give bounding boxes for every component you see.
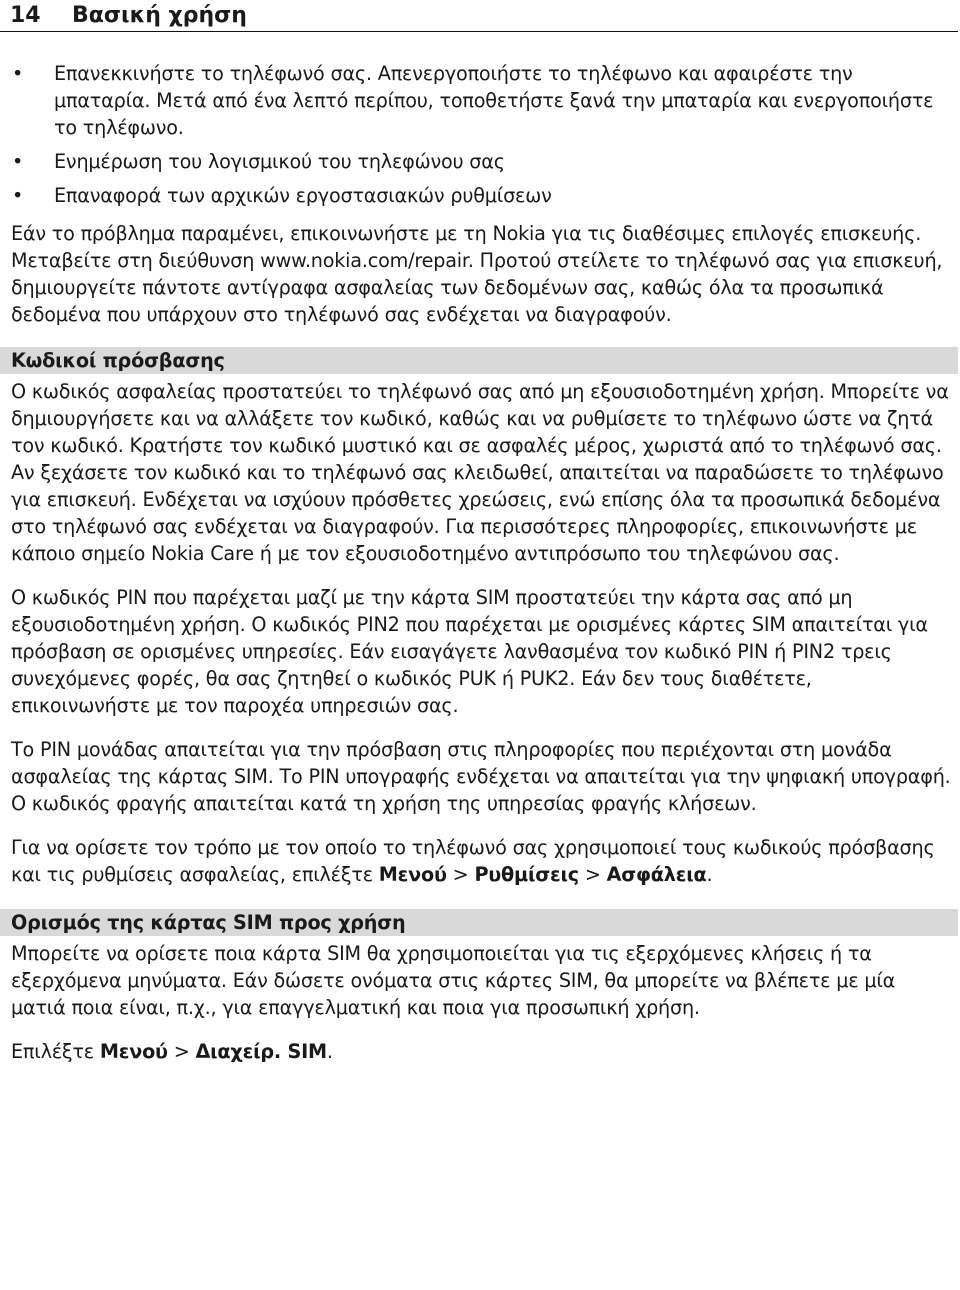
bullet-icon: •	[12, 62, 24, 85]
menu-path-security: Ασφάλεια	[606, 863, 707, 886]
list-item	[11, 148, 951, 175]
menu-path-menu: Μενού	[378, 863, 447, 886]
section-heading-access-codes: Κωδικοί πρόσβασης	[0, 347, 958, 374]
list-item-text: Επαναφορά των αρχικών εργοστασιακών ρυθμίσεων	[54, 184, 552, 207]
sentence-end: .	[706, 863, 713, 886]
list-item	[11, 60, 951, 141]
section-heading-sim: Ορισμός της κάρτας SIM προς χρήση	[0, 909, 958, 936]
page-header	[0, 0, 958, 32]
menu-path-settings: Ρυθμίσεις	[474, 863, 579, 886]
pin-code-paragraph: Ο κωδικός PIN που παρέχεται μαζί με την κάρτα SIM προστατεύει την κάρτα σας από μη εξουσιοδοτημένη χρήση. Ο κωδικός PIN2 που παρέχεται με ορισμένες κάρτες SIM απαιτείται για πρόσβαση σε ορισμένες υπηρεσίες. Εάν εισαγάγετε λανθασμένα τον κωδικό PIN ή PIN2 τρεις συνεχόμενες φορές, θα σας ζητηθεί ο κωδικός PUK ή PUK2. Εάν δεν τους διαθέτετε, επικοινωνήστε με τον παροχέα υπηρεσιών σας.	[11, 586, 928, 717]
list-item-text: Επανεκκινήστε το τηλέφωνό σας. Απενεργοποιήστε το τηλέφωνο και αφαιρέστε την μπαταρία. Μετά από ένα λεπτό περίπου, τοποθετήστε ξανά την μπαταρία και ενεργοποιήστε το τηλέφωνο.	[54, 62, 934, 139]
troubleshooting-list	[11, 60, 951, 209]
repair-paragraph: Εάν το πρόβλημα παραμένει, επικοινωνήστε με τη Nokia για τις διαθέσιμες επιλογές επισκευής. Μεταβείτε στη διεύθυνση www.nokia.com/repair. Προτού στείλετε το τηλέφωνό σας για επισκευή, δημιουργείτε πάντοτε αντίγραφα ασφαλείας των δεδομένων σας, καθώς όλα τα προσωπικά δεδομένα που υπάρχουν στο τηλέφωνό σας ενδέχεται να διαγραφούν.	[11, 222, 943, 326]
security-code-paragraph: Ο κωδικός ασφαλείας προστατεύει το τηλέφωνό σας από μη εξουσιοδοτημένη χρήση. Μπορείτε να δημιουργήσετε και να αλλάξετε τον κωδικό, καθώς και να ρυθμίσετε το τηλέφωνο ώστε να ζητά τον κωδικό. Κρατήστε τον κωδικό μυστικό και σε ασφαλές μέρος, χωριστά από το τηλέφωνό σας. Αν ξεχάσετε τον κωδικό και το τηλέφωνό σας κλειδωθεί, απαιτείται να παραδώσετε το τηλέφωνο για επισκευή. Ενδέχεται να ισχύουν πρόσθετες χρεώσεις, ενώ επίσης όλα τα προσωπικά δεδομένα στο τηλέφωνό σας ενδέχεται να διαγραφούν. Για περισσότερες πληροφορίες, επικοινωνήστε με κάποιο σημείο Nokia Care ή με τον εξουσιοδοτημένο αντιπρόσωπο του τηλεφώνου σας.	[11, 380, 949, 565]
module-pin-paragraph: Το PIN μονάδας απαιτείται για την πρόσβαση στις πληροφορίες που περιέχονται στη μονάδα ασφαλείας της κάρτας SIM. Το PIN υπογραφής ενδέχεται να απαιτείται για την ψηφιακή υπογραφή. Ο κωδικός φραγής απαιτείται κατά τη χρήση της υπηρεσίας φραγής κλήσεων.	[11, 738, 951, 815]
access-settings-paragraph	[11, 834, 951, 888]
menu-path-separator: >	[167, 1040, 196, 1063]
sim-choice-paragraph: Μπορείτε να ορίσετε ποια κάρτα SIM θα χρησιμοποιείται για τις εξερχόμενες κλήσεις ή τα εξερχόμενα μηνύματα. Εάν δώσετε ονόματα στις κάρτες SIM, θα μπορείτε να βλέπετε με μία ματιά ποια είναι, π.χ., για επαγγελματική και ποια για προσωπική χρήση.	[11, 942, 896, 1019]
sim-instruction-paragraph	[11, 1038, 951, 1065]
menu-path-separator: >	[578, 863, 607, 886]
access-settings-text: Για να ορίσετε τον τρόπο με τον οποίο το τηλέφωνό σας χρησιμοποιεί τους κωδικούς πρόσβασης και τις ρυθμίσεις ασφαλείας, επιλέξτε	[11, 836, 935, 886]
page-content	[11, 60, 951, 1065]
bullet-icon: •	[12, 184, 24, 207]
sentence-end: .	[326, 1040, 333, 1063]
page-number: 14	[10, 3, 41, 28]
menu-path-sim-manager: Διαχείρ. SIM	[195, 1040, 327, 1063]
menu-path-separator: >	[446, 863, 475, 886]
sim-instruction-text: Επιλέξτε	[11, 1040, 100, 1063]
menu-path-menu: Μενού	[99, 1040, 168, 1063]
list-item	[11, 182, 951, 209]
bullet-icon: •	[12, 150, 24, 173]
list-item-text: Ενημέρωση του λογισμικού του τηλεφώνου σας	[54, 150, 505, 173]
chapter-title: Βασική χρήση	[72, 3, 247, 28]
